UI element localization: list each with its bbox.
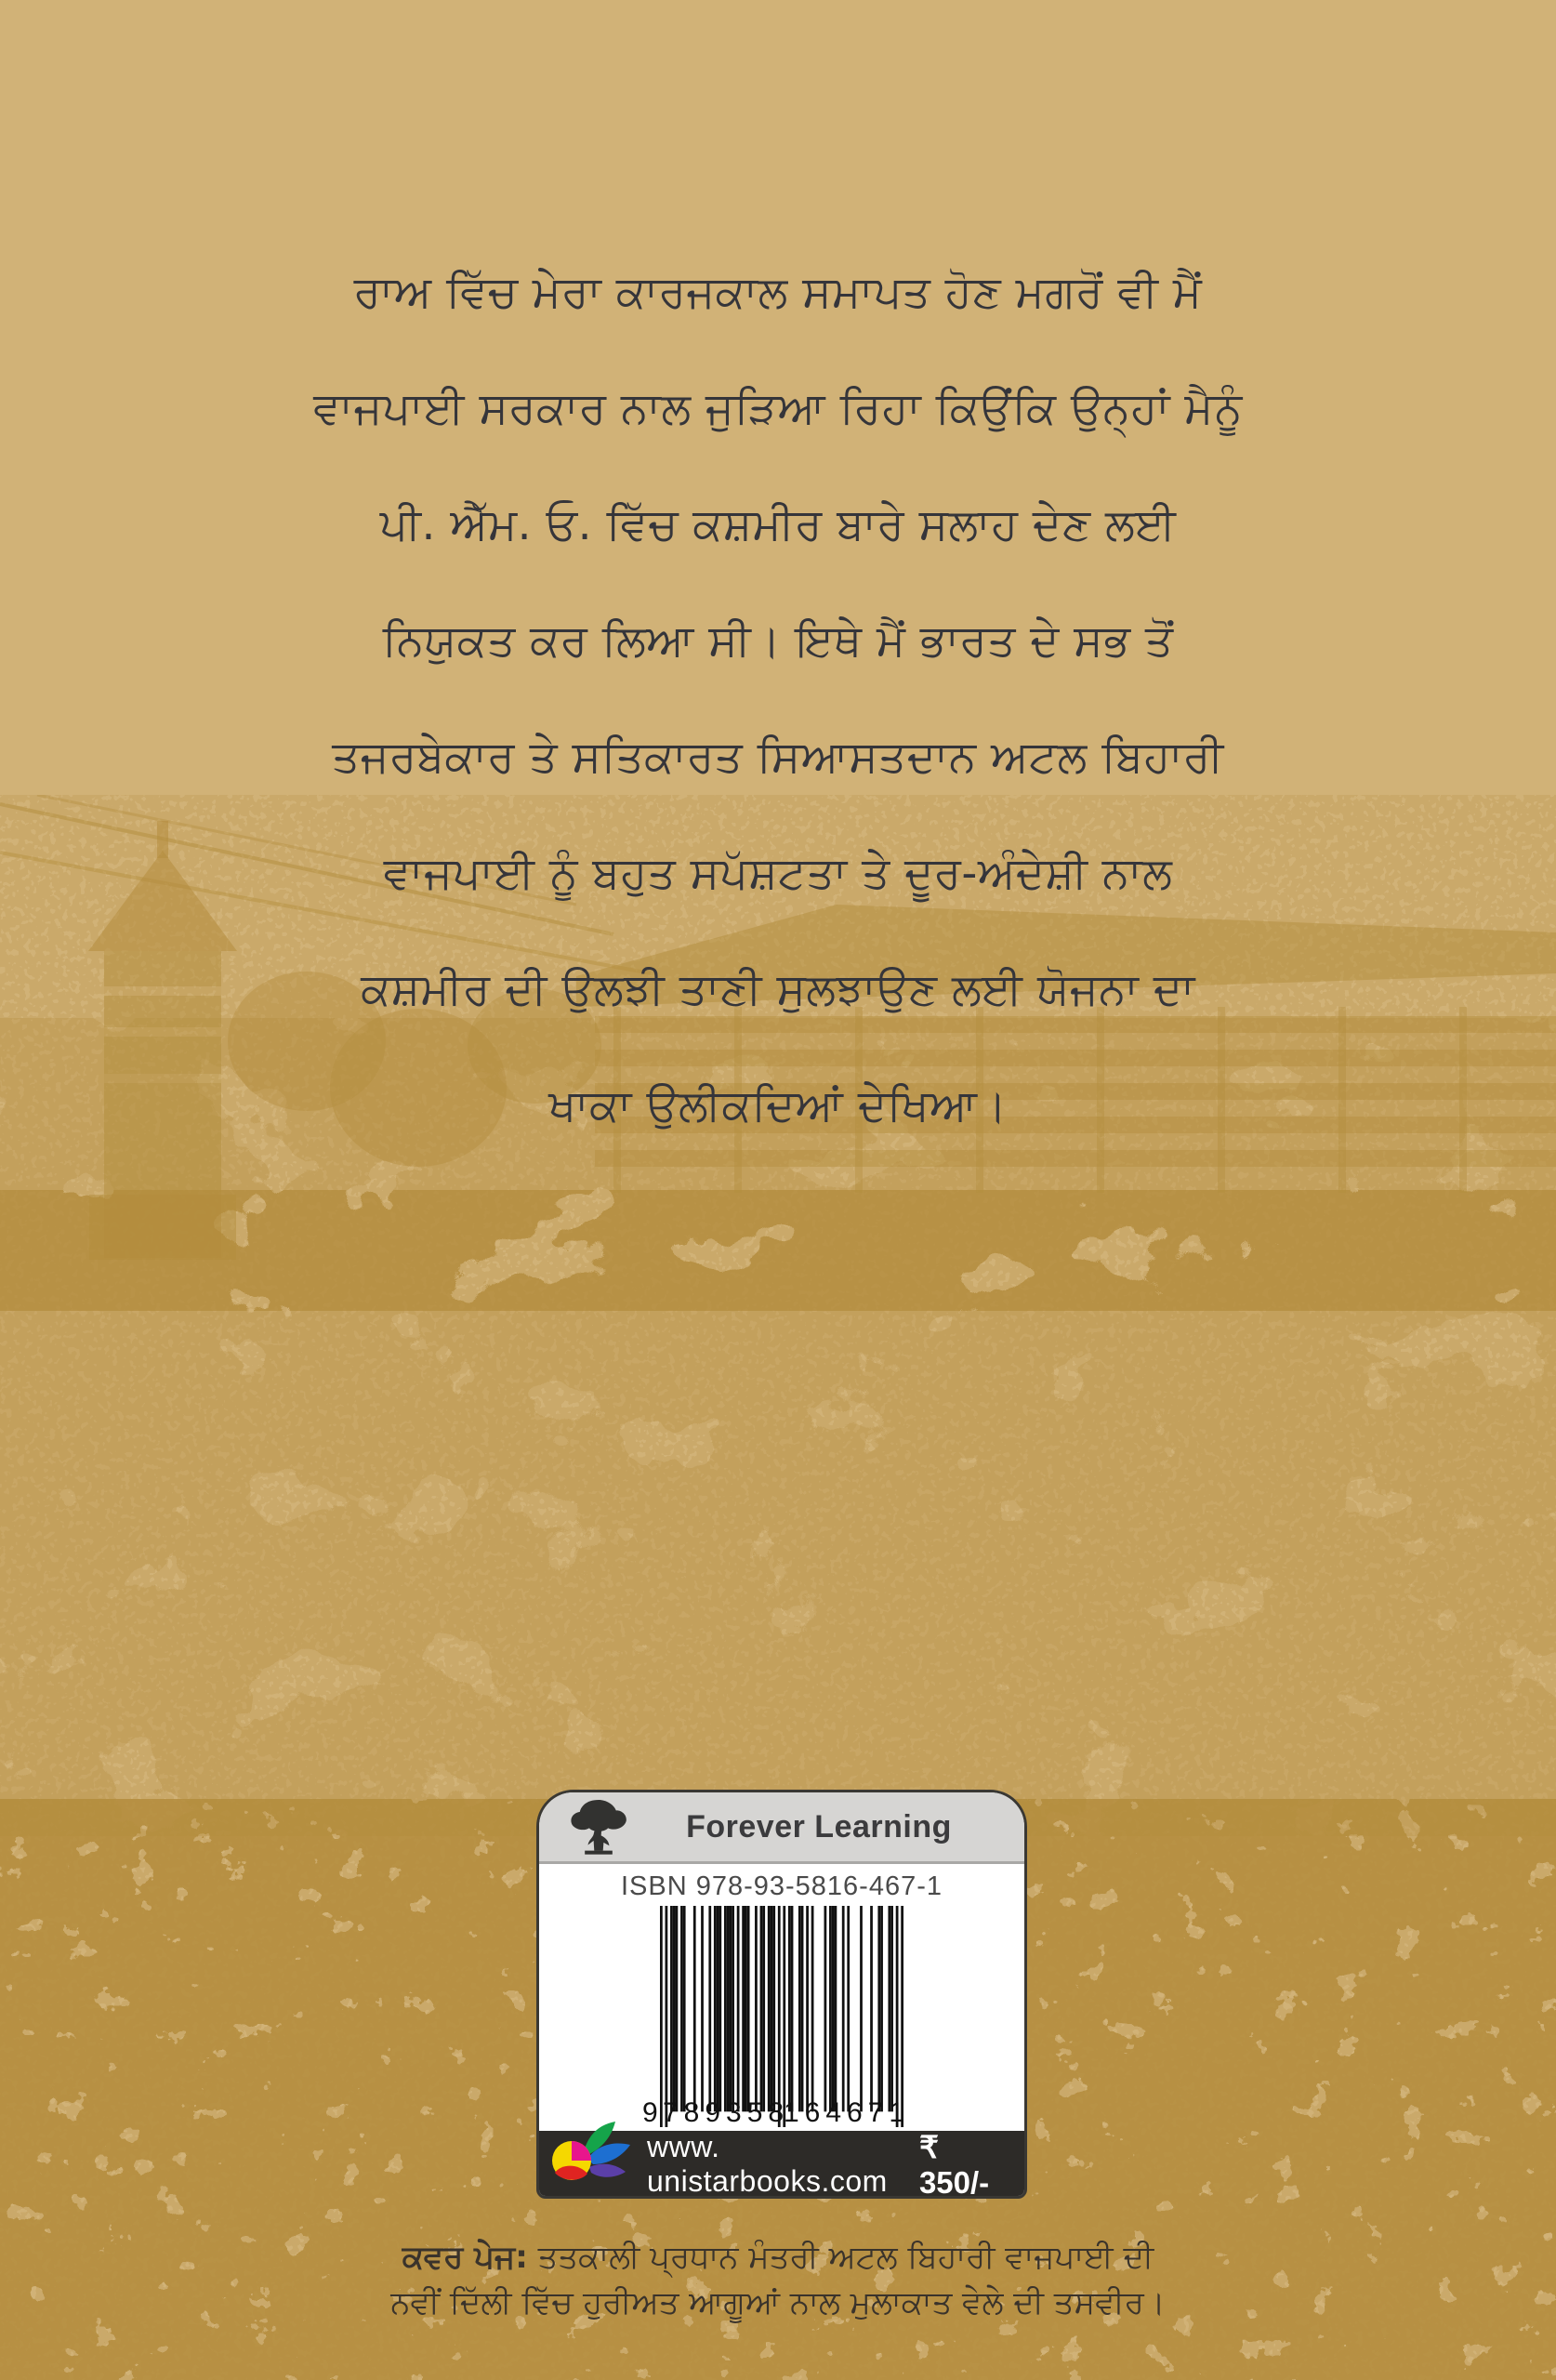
barcode-bars [660, 1906, 903, 2127]
blurb-line-7: ਕਸ਼ਮੀਰ ਦੀ ਉਲਝੀ ਤਾਣੀ ਸੁਲਝਾਉਣ ਲਈ ਯੋਜਨਾ ਦਾ [361, 963, 1195, 1015]
blurb-line-2: ਵਾਜਪਾਈ ਸਰਕਾਰ ਨਾਲ ਜੁੜਿਆ ਰਿਹਾ ਕਿਉਂਕਿ ਉਨ੍ਹਾਂ ਮੈਨੂੰ [313, 382, 1243, 434]
blurb-line-1: ਰਾਅ ਵਿੱਚ ਮੇਰਾ ਕਾਰਜਕਾਲ ਸਮਾਪਤ ਹੋਣ ਮਗਰੋਂ ਵੀ ਮੈਂ [353, 266, 1203, 318]
blurb-line-6: ਵਾਜਪਾਈ ਨੂੰ ਬਹੁਤ ਸਪੱਸ਼ਟਤਾ ਤੇ ਦੂਰ-ਅੰਦੇਸ਼ੀ ਨਾਲ [383, 847, 1173, 899]
blurb-paragraph [0, 234, 1556, 1164]
caption-line-2: ਨਵੀਂ ਦਿੱਲੀ ਵਿੱਚ ਹੁਰੀਅਤ ਆਗੂਆਂ ਨਾਲ ਮੁਲਾਕਾਤ ਵੇਲੇ ਦੀ ਤਸਵੀਰ। [390, 2284, 1166, 2321]
barcode-digits-right: 164671 [784, 2097, 911, 2128]
blurb-line-4: ਨਿਯੁਕਤ ਕਰ ਲਿਆ ਸੀ। ਇਥੇ ਮੈਂ ਭਾਰਤ ਦੇ ਸਭ ਤੋਂ [382, 615, 1174, 667]
sticker-body [539, 1864, 1024, 2131]
website-url: www. unistarbooks.com [647, 2130, 888, 2198]
sticker-footer [539, 2131, 1024, 2198]
price-label: ₹ 350/- [918, 2129, 990, 2199]
barcode-digits [642, 2097, 921, 2131]
caption-line-1-rest: ਤਤਕਾਲੀ ਪ੍ਰਧਾਨ ਮੰਤਰੀ ਅਟਲ ਬਿਹਾਰੀ ਵਾਜਪਾਈ ਦੀ [527, 2239, 1154, 2276]
caption-prefix: ਕਵਰ ਪੇਜ: [402, 2239, 528, 2276]
blurb-line-8: ਖਾਕਾ ਉਲੀਕਦਿਆਂ ਦੇਖਿਆ। [548, 1079, 1008, 1131]
barcode-digits-left: 789358 [663, 2097, 790, 2128]
caption-line-1 [0, 2235, 1556, 2281]
cover-caption [0, 2235, 1556, 2326]
isbn-number: ISBN 978-93-5816-467-1 [620, 1871, 943, 1901]
publisher-name: Forever Learning [686, 1808, 952, 1844]
isbn-sticker [536, 1790, 1027, 2199]
unistar-books-logo-icon [547, 2116, 636, 2194]
blurb-line-3: ਪੀ. ਐੱਮ. ਓ. ਵਿੱਚ ਕਸ਼ਮੀਰ ਬਾਰੇ ਸਲਾਹ ਦੇਣ ਲਈ [379, 498, 1177, 550]
tree-icon [561, 1798, 636, 1856]
sticker-header [539, 1792, 1024, 1864]
barcode [642, 1906, 921, 2131]
barcode-digit-first: 9 [642, 2097, 658, 2128]
blurb-line-5: ਤਜਰਬੇਕਾਰ ਤੇ ਸਤਿਕਾਰਤ ਸਿਆਸਤਦਾਨ ਅਟਲ ਬਿਹਾਰੀ [332, 731, 1224, 783]
